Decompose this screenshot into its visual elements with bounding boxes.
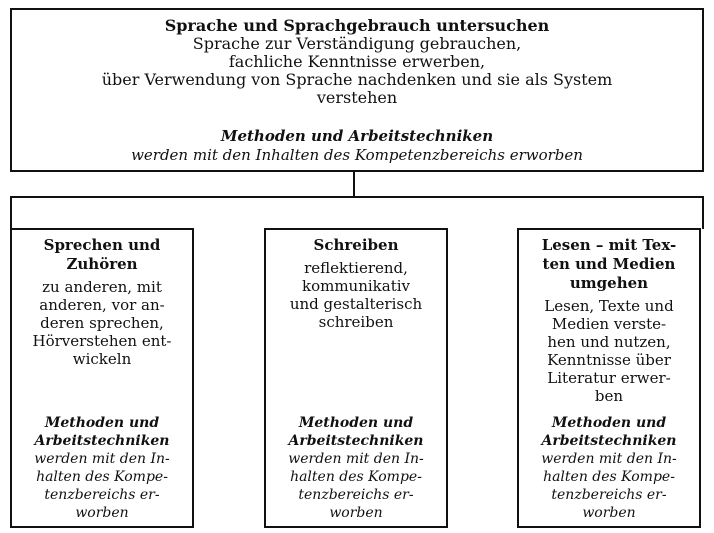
method-line: worben	[582, 505, 636, 521]
method-line: halten des Kompe-	[543, 469, 675, 485]
method-line: Methoden und	[551, 415, 667, 431]
method-line: tenzbereichs er-	[298, 487, 414, 503]
top-line: über Verwendung von Sprache nachdenken und sie als System	[101, 70, 613, 89]
method-line: Methoden und	[44, 415, 160, 431]
top-method-subtitle: werden mit den Inhalten des Kompetenzbereichs erworben	[131, 146, 583, 164]
top-line: Sprache zur Verständigung gebrauchen,	[192, 34, 522, 53]
method-line: werden mit den In-	[288, 451, 424, 467]
box-title-line: Lesen – mit Tex-	[541, 236, 677, 254]
box-method	[12, 414, 192, 522]
box-title	[519, 236, 699, 293]
box-method	[266, 414, 446, 522]
box-title-line: umgehen	[569, 274, 649, 292]
box-sprechen-zuhoeren	[10, 228, 194, 528]
method-line: halten des Kompe-	[36, 469, 168, 485]
box-title-line: Schreiben	[313, 236, 399, 254]
method-line: Arbeitstechniken	[541, 433, 677, 449]
method-line: worben	[329, 505, 383, 521]
connector-line	[10, 196, 704, 198]
box-line: und gestalterisch	[289, 295, 423, 313]
top-competence-box	[10, 8, 704, 172]
box-method	[519, 414, 699, 522]
box-title	[12, 236, 192, 274]
method-line: Methoden und	[298, 415, 414, 431]
box-line: Medien verste-	[551, 315, 667, 333]
connector-line	[10, 196, 12, 229]
box-line: kommunikativ	[301, 277, 411, 295]
method-line: tenzbereichs er-	[44, 487, 160, 503]
top-line: verstehen	[316, 88, 398, 107]
box-line: hen und nutzen,	[547, 333, 671, 351]
box-line: wickeln	[72, 350, 132, 368]
method-line: tenzbereichs er-	[551, 487, 667, 503]
connector-line	[702, 196, 704, 229]
box-line: Hörverstehen ent-	[32, 332, 172, 350]
box-line: Kenntnisse über	[547, 351, 671, 369]
method-line: worben	[75, 505, 129, 521]
box-title	[266, 236, 446, 255]
box-title-line: Zuhören	[66, 255, 138, 273]
method-line: Arbeitstechniken	[34, 433, 170, 449]
top-line: fachliche Kenntnisse erwerben,	[228, 52, 486, 71]
box-title-line: Sprechen und	[43, 236, 161, 254]
box-lesen-medien	[517, 228, 701, 528]
method-line: halten des Kompe-	[290, 469, 422, 485]
box-line: deren sprechen,	[40, 314, 164, 332]
top-method-title: Methoden und Arbeitstechniken	[220, 127, 494, 145]
method-line: werden mit den In-	[34, 451, 170, 467]
method-line: Arbeitstechniken	[288, 433, 424, 449]
box-line: schreiben	[318, 313, 394, 331]
box-line: Lesen, Texte und	[544, 297, 674, 315]
box-line: reflektierend,	[304, 259, 408, 277]
box-line: Literatur erwer-	[547, 369, 671, 387]
connector-line	[353, 172, 355, 197]
box-line: anderen, vor an-	[39, 296, 165, 314]
box-schreiben	[264, 228, 448, 528]
method-line: werden mit den In-	[541, 451, 677, 467]
box-line: ben	[594, 387, 624, 405]
box-title-line: ten und Medien	[542, 255, 676, 273]
top-title: Sprache und Sprachgebrauch untersuchen	[164, 16, 550, 35]
box-line: zu anderen, mit	[42, 278, 162, 296]
